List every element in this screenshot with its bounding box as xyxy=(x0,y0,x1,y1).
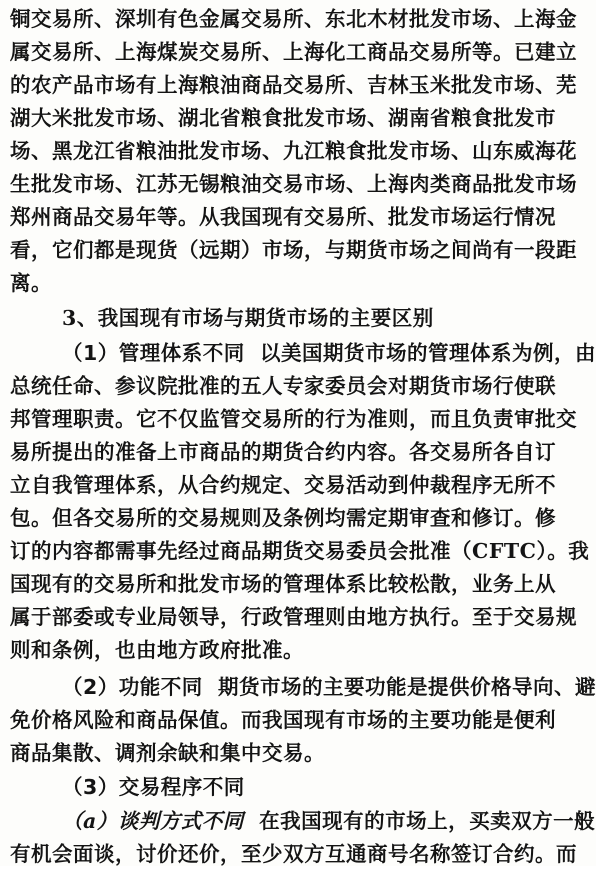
text-line: 郑州商品交易年等。从我国现有交易所、批发市场运行情况 xyxy=(10,205,556,229)
section-heading: 3、我国现有市场与期货市场的主要区别 xyxy=(62,306,434,330)
item-3a-label: （a）谈判方式不同 xyxy=(62,809,244,833)
item-2-text: 期货市场的主要功能是提供价格导向、避 xyxy=(218,675,596,699)
item-3-heading: （3）交易程序不同 xyxy=(62,775,245,799)
text-line: 湖大米批发市场、湖北省粮食批发市场、湖南省粮食批发市 xyxy=(10,106,556,130)
text-line: 属交易所、上海煤炭交易所、上海化工商品交易所等。已建立 xyxy=(10,40,577,64)
text-line: 包。但各交易所的交易规则及条例均需定期审查和修订。修 xyxy=(10,506,556,530)
item-1-first-line xyxy=(62,338,596,368)
text-line: 则和条例，也由地方政府批准。 xyxy=(10,638,304,662)
text-line: 有机会面谈，讨价还价，至少双方互通商号名称签订合约。而 xyxy=(10,842,577,866)
text-line: 生批发市场、江苏无锡粮油交易市场、上海肉类商品批发市场 xyxy=(10,172,577,196)
text-line: 看，它们都是现货（远期）市场，与期货市场之间尚有一段距 xyxy=(10,238,577,262)
text-line: 的农产品市场有上海粮油商品交易所、吉林玉米批发市场、芜 xyxy=(10,73,577,97)
text-line: 国现有的交易所和批发市场的管理体系比较松散，业务上从 xyxy=(10,572,556,596)
text-line: 易所提出的准备上市商品的期货合约内容。各交易所各自订 xyxy=(10,440,556,464)
text-line: 铜交易所、深圳有色金属交易所、东北木材批发市场、上海金 xyxy=(10,7,577,31)
text-line: 总统任命、参议院批准的五人专家委员会对期货市场行使联 xyxy=(10,374,556,398)
item-2-label: （2）功能不同 xyxy=(62,675,203,699)
text-line: 立自我管理体系，从合约规定、交易活动到仲裁程序无所不 xyxy=(10,473,556,497)
item-1-text: 以美国期货市场的管理体系为例，由 xyxy=(260,341,596,365)
text-line: 免价格风险和商品保值。而我国现有市场的主要功能是便利 xyxy=(10,708,556,732)
text-line: 离。 xyxy=(10,271,52,295)
text-line: 商品集散、调剂余缺和集中交易。 xyxy=(10,741,325,765)
item-2-first-line xyxy=(62,672,596,702)
item-3a-text: 在我国现有的市场上，买卖双方一般 xyxy=(259,809,596,833)
text-line: 订的内容都需事先经过商品期货交易委员会批准（CFTC）。我 xyxy=(10,539,590,563)
text-line: 场、黑龙江省粮油批发市场、九江粮食批发市场、山东威海花 xyxy=(10,139,577,163)
item-3a-first-line xyxy=(62,806,595,836)
text-line: 邦管理职责。它不仅监管交易所的行为准则，而且负责审批交 xyxy=(10,407,577,431)
item-1-label: （1）管理体系不同 xyxy=(62,341,245,365)
text-line: 属于部委或专业局领导，行政管理则由地方执行。至于交易规 xyxy=(10,605,577,629)
